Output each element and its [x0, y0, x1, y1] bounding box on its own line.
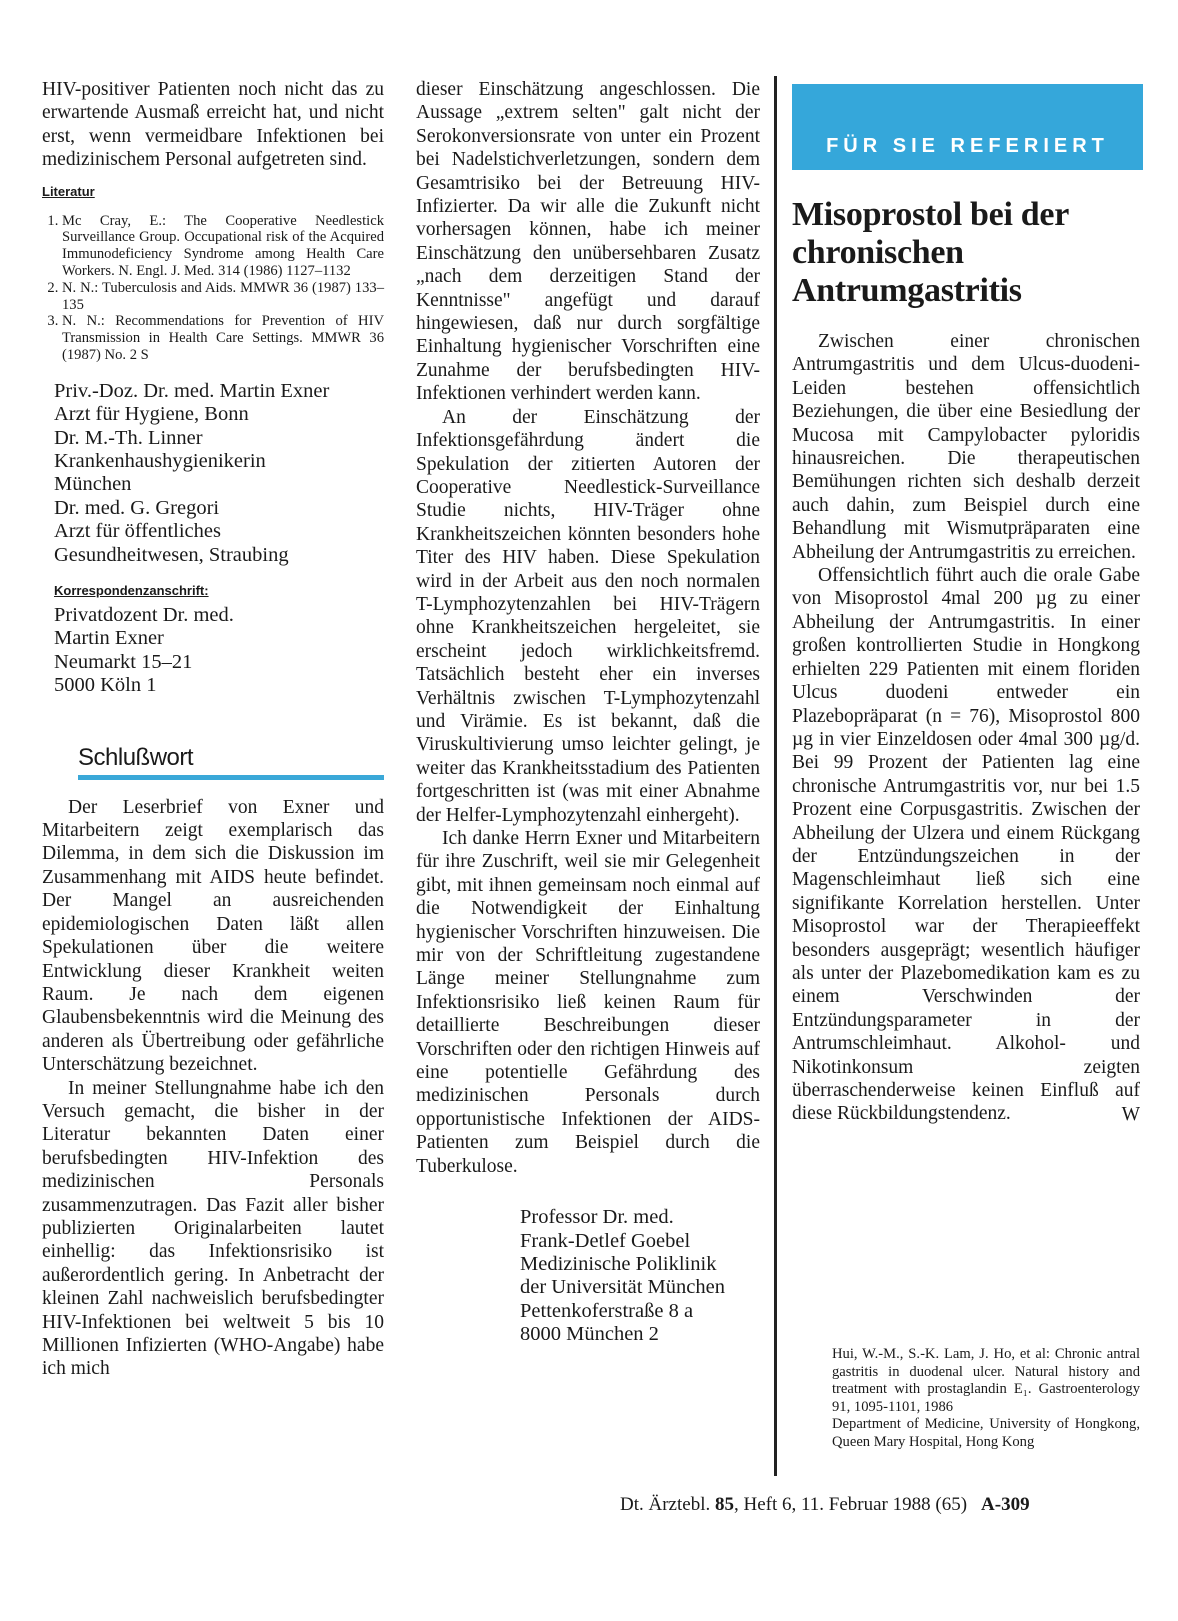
- banner-label: FÜR SIE REFERIERT: [826, 135, 1109, 157]
- correspondence-address: [54, 604, 384, 698]
- page-footer: [620, 1494, 1030, 1516]
- journal-name: Dt. Ärztebl.: [620, 1494, 711, 1515]
- schlusswort-heading: Schlußwort: [78, 743, 194, 771]
- heading-rule: [78, 775, 384, 780]
- author-line: Dr. med. G. Gregori: [54, 496, 220, 519]
- citation-reference: Hui, W.-M., S.-K. Lam, J. Ho, et al: Chronic antral gastritis in duodenal ulcer. Natural history and treatment with prostaglandin E₁. Gastroenterology 91, 1095-1101, 1986: [832, 1346, 1140, 1415]
- column-2: [416, 78, 760, 1347]
- signature-line: der Universität München: [520, 1276, 725, 1299]
- col2-paragraph-1: dieser Einschätzung angeschlossen. Die Aussage „extrem selten" galt nicht der Serokonversionsrate von unter ein Prozent bei Nadelstichverletzungen, sondern dem Gesamtrisiko bei der Betreuung HIV-Infizierter. Da wir alle die Zukunft nicht vorhersagen können, habe ich meiner Einschätzung den unübersehbaren Zusatz „nach dem derzeitigen Stand der Kenntnisse" angefügt und darauf hingewiesen, daß nur durch sorgfältige Einhaltung hygienischer Vorschriften eine Zunahme der berufsbedingten HIV-Infektionen verhindert werden kann.: [416, 79, 760, 405]
- reference-item: 2. N. N.: Tuberculosis and Aids. MMWR 36 (1987) 133–135: [62, 280, 384, 314]
- address-line: Neumarkt 15–21: [54, 650, 193, 673]
- author-line: Arzt für Hygiene, Bonn: [54, 403, 249, 426]
- author-line: München: [54, 473, 132, 496]
- schlusswort-paragraph-1: Der Leserbrief von Exner und Mitarbeitern zeigt exemplarisch das Dilemma, in dem sich die Diskussion im Zusammenhang mit AIDS heute befindet. Der Mangel an ausreichenden epidemiologischen Daten läßt allen Spekulationen über die weitere Entwicklung dieser Krankheit weiten Raum. Je nach dem eigenen Glaubensbekenntnis wird die Meinung des anderen als Übertreibung oder gefährliche Unterschätzung bezeichnet.: [42, 796, 384, 1076]
- citation-block: [832, 1346, 1140, 1451]
- reference-item: 1. Mc Cray, E.: The Cooperative Needlestick Surveillance Group. Occupational risk of the Acquired Immunodeficiency Syndrome among Health Care Workers. N. Engl. J. Med. 314 (1986) 1127–1132: [62, 213, 384, 280]
- col3-paragraph-2: [792, 564, 1140, 1126]
- address-line: 5000 Köln 1: [54, 674, 157, 697]
- schlusswort-paragraph-2: In meiner Stellungnahme habe ich den Versuch gemacht, die bisher in der Literatur bekannten Daten einer berufsbedingten HIV-Infektion des medizinischen Personals zusammenzutragen. Das Fazit aller bisher publizierten Originalarbeiten lautet einhellig: das Infektionsrisiko ist außerordentlich gering. In Anbetracht der kleinen Zahl nachweislich berufsbedingter HIV-Infektionen bei weltweit 5 bis 10 Millionen Infizierten (WHO-Angabe) habe ich mich: [42, 1077, 384, 1380]
- column-1: [42, 78, 384, 1381]
- address-line: Martin Exner: [54, 627, 164, 650]
- col2-paragraph-3: Ich danke Herrn Exner und Mitarbeitern für ihre Zuschrift, weil sie mir Gelegenheit gibt, mit ihnen gemeinsam noch einmal auf die Notwendigkeit der Einhaltung hygienischer Vorschriften hinzuweisen. Die mir von der Schriftleitung zugestandene Länge meiner Stellungnahme zum Infektionsrisiko ließ keinen Raum für detaillierte Beschreibungen dieser Vorschriften oder den richtigen Hinweis auf eine potentielle Gefährdung des medizinischen Personals durch opportunistische Infektionen der AIDS-Patienten zum Beispiel durch die Tuberkulose.: [416, 828, 760, 1177]
- signature-line: Professor Dr. med.: [520, 1206, 674, 1229]
- author-line: Arzt für öffentliches: [54, 520, 221, 543]
- issue-date: , Heft 6, 11. Februar 1988 (65): [733, 1494, 968, 1515]
- signature-line: Frank-Detlef Goebel: [520, 1229, 691, 1252]
- journal-volume: 85: [714, 1494, 734, 1515]
- author-line: Krankenhaushygienikerin: [54, 450, 266, 473]
- citation-affiliation: Department of Medicine, University of Hongkong, Queen Mary Hospital, Hong Kong: [832, 1416, 1140, 1450]
- author-sign: W: [1121, 1103, 1140, 1125]
- article-title: Misoprostol bei der chronischen Antrumgastritis: [792, 196, 1069, 309]
- page-number: A-309: [981, 1494, 1030, 1515]
- col2-paragraph-2: An der Einschätzung der Infektionsgefährdung ändert die Spekulation der zitierten Autoren der Cooperative Needlestick-Surveillance Studie nichts, HIV-Träger ohne Krankheitszeichen könnten besonders hohe Titer des HIV haben. Diese Spekulation wird in der Arbeit aus den noch normalen T-Lymphozytenzahlen bei HIV-Trägern ohne Krankheitszeichen hergeleitet, sie erscheint jedoch wirklichkeitsfremd. Tatsächlich besteht eher ein inverses Verhältnis zwischen T-Lymphozytenzahl und Virämie. Es ist bekannt, daß die Viruskultivierung umso leichter gelingt, je weiter das Krankheitsstadium des Patienten fortgeschritten ist (was mit einer Abnahme der Helfer-Lymphozytenzahl einhergeht).: [416, 406, 760, 826]
- author-line: Priv.-Doz. Dr. med. Martin Exner: [54, 379, 330, 402]
- column-3: [792, 330, 1140, 1126]
- address-line: Privatdozent Dr. med.: [54, 604, 234, 627]
- literatur-label: Literatur: [42, 183, 95, 199]
- reference-list: [42, 213, 384, 364]
- intro-paragraph: HIV-positiver Patienten noch nicht das zu erwartende Ausmaß erreicht hat, und nicht erst, wenn vermeidbare Infektionen bei medizinischem Personal aufgetreten sind.: [42, 79, 384, 171]
- signature-line: Medizinische Poliklinik: [520, 1252, 717, 1275]
- author-line: Dr. M.-Th. Linner: [54, 426, 203, 449]
- col3-paragraph-2-text: Offensichtlich führt auch die orale Gabe von Misoprostol 4mal 200 µg zu einer Abheilung der Antrumgastritis. In einer großen kontrollierten Studie in Hongkong erhielten 229 Patienten mit einem floriden Ulcus duodeni entweder ein Plazebopräparat (n = 76), Misoprostol 800 µg in vier Einzeldosen oder 4mal 300 µg/d. Bei 99 Prozent der Patienten lag eine chronische Antrumgastritis vor, nur bei 1.5 Prozent eine Corpusgastritis. Zwischen der Abheilung der Ulzera und einem Rückgang der Entzündungszeichen in der Magenschleimhaut ließ sich eine signifikante Korrelation herstellen. Unter Misoprostol war der Therapieeffekt besonders ausgeprägt; wesentlich häufiger als unter der Plazebomedikation kam es zu einem Verschwinden der Entzündungsparameter in der Antrumschleimhaut. Alkohol- und Nikotinkonsum zeigten überraschenderweise keinen Einfluß auf diese Rückbildungstendenz.: [792, 565, 1140, 1125]
- reference-item: 3. N. N.: Recommendations for Prevention of HIV Transmission in Health Care Settings. MMWR 36 (1987) No. 2 S: [62, 313, 384, 363]
- col3-paragraph-1: Zwischen einer chronischen Antrumgastritis und dem Ulcus-duodeni-Leiden bestehen offensichtlich Beziehungen, die über eine Besiedlung der Mucosa mit Campylobacter pyloridis hinausreichen. Die therapeutischen Bemühungen richten sich deshalb derzeit auch dahin, zum Beispiel durch eine Behandlung mit Wismutpräparaten eine Abheilung der Antrumgastritis zu erreichen.: [792, 331, 1140, 563]
- signature-line: 8000 München 2: [520, 1323, 659, 1346]
- section-banner: [792, 84, 1143, 170]
- signature-line: Pettenkoferstraße 8 a: [520, 1299, 694, 1322]
- korrespondenz-label: Korrespondenzanschrift:: [54, 583, 209, 599]
- column-divider: [774, 76, 777, 1476]
- author-block: [54, 380, 384, 567]
- author-line: Gesundheitwesen, Straubing: [54, 543, 289, 566]
- signature-block: [520, 1206, 760, 1346]
